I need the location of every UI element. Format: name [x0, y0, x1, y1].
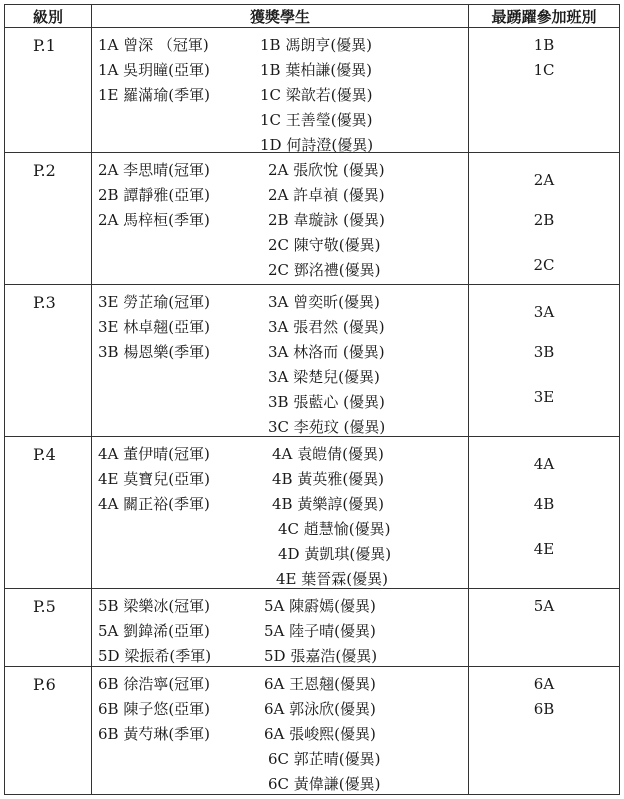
grade-label: P.4: [5, 437, 92, 589]
grade-label: P.5: [5, 589, 92, 667]
winner-entry: 2A 馬梓桓(季軍): [98, 211, 210, 229]
merit-entry: 6A 王恩翹(優異): [264, 675, 376, 693]
winner-entry: 3E 勞芷瑜(冠軍): [98, 293, 210, 311]
award-students: [92, 589, 469, 667]
best-class-cell: [469, 153, 620, 285]
winner-entry: 4E 莫寶兒(亞軍): [98, 470, 210, 488]
best-class-cell: [469, 285, 620, 437]
grade-section: [5, 28, 620, 153]
merit-entry: 6A 張峻熙(優異): [264, 725, 376, 743]
merit-entry: 5A 陳霨嫣(優異): [264, 597, 376, 615]
grade-section: [5, 437, 620, 589]
winner-entry: 6B 陳子悠(亞軍): [98, 700, 211, 718]
award-students: [92, 153, 469, 285]
best-class-cell: [469, 667, 620, 795]
award-students: [92, 28, 469, 153]
merit-entry: 1B 馮朗亨(優異): [260, 36, 373, 54]
merit-entry: 1C 梁歆若(優異): [260, 86, 373, 104]
best-class-entry: 6A: [533, 675, 555, 693]
merit-entry: 1B 葉柏謙(優異): [260, 61, 373, 79]
header-grade: 級別: [5, 5, 92, 28]
grade-section: [5, 153, 620, 285]
award-students: [92, 667, 469, 795]
merit-entry: 3C 李苑玟 (優異): [268, 418, 386, 436]
winner-entry: 1A 曾深 （冠軍): [98, 36, 209, 54]
winner-entry: 1A 吳玥瞳(亞軍): [98, 61, 210, 79]
winner-entry: 6B 黃芍琳(季軍): [98, 725, 211, 743]
best-class-entry: 2A: [533, 171, 555, 189]
grade-section: [5, 667, 620, 795]
best-class-entry: 1C: [533, 61, 555, 79]
merit-entry: 4B 黃樂諄(優異): [272, 495, 385, 513]
merit-entry: 4B 黃英雅(優異): [272, 470, 385, 488]
winner-entry: 2A 李思晴(冠軍): [98, 161, 210, 179]
merit-entry: 3A 梁楚兒(優異): [268, 368, 380, 386]
best-class-cell: [469, 437, 620, 589]
award-students: [92, 437, 469, 589]
merit-entry: 5D 張嘉浩(優異): [264, 647, 378, 665]
merit-entry: 4A 袁皚倩(優異): [272, 445, 384, 463]
merit-entry: 3A 曾奕昕(優異): [268, 293, 380, 311]
best-class-cell: [469, 589, 620, 667]
grade-section: [5, 589, 620, 667]
grade-section: [5, 285, 620, 437]
best-class-entry: 4A: [533, 455, 555, 473]
awards-table: [4, 4, 620, 795]
grade-label: P.2: [5, 153, 92, 285]
winner-entry: 4A 關正裕(季軍): [98, 495, 210, 513]
winner-entry: 6B 徐浩寧(冠軍): [98, 675, 211, 693]
best-class-entry: 3B: [533, 343, 555, 361]
grade-label: P.6: [5, 667, 92, 795]
best-class-entry: 4E: [533, 540, 555, 558]
merit-entry: 4C 趙慧愉(優異): [278, 520, 391, 538]
merit-entry: 4E 葉晉霖(優異): [276, 570, 388, 588]
merit-entry: 6C 郭芷晴(優異): [268, 750, 381, 768]
best-class-entry: 3A: [533, 303, 555, 321]
best-class-entry: 4B: [533, 495, 555, 513]
merit-entry: 1D 何詩澄(優異): [260, 136, 374, 154]
merit-entry: 6C 黃偉謙(優異): [268, 775, 381, 793]
merit-entry: 3B 張藍心 (優異): [268, 393, 385, 411]
best-class-entry: 1B: [533, 36, 555, 54]
grade-label: P.3: [5, 285, 92, 437]
grade-label: P.1: [5, 28, 92, 153]
winner-entry: 3E 林卓翹(亞軍): [98, 318, 210, 336]
merit-entry: 1C 王善瑩(優異): [260, 111, 373, 129]
winner-entry: 2B 譚靜雅(亞軍): [98, 186, 211, 204]
best-class-entry: 2C: [533, 256, 555, 274]
merit-entry: 6A 郭泳欣(優異): [264, 700, 376, 718]
best-class-entry: 2B: [533, 211, 555, 229]
merit-entry: 2A 張欣悅 (優異): [268, 161, 385, 179]
header-awards: 獲獎學生: [92, 5, 469, 28]
award-students: [92, 285, 469, 437]
winner-entry: 1E 羅滿瑜(季軍): [98, 86, 210, 104]
winner-entry: 3B 楊恩樂(季軍): [98, 343, 211, 361]
merit-entry: 2C 鄧洺禮(優異): [268, 261, 381, 279]
winner-entry: 5B 梁樂冰(冠軍): [98, 597, 211, 615]
header-row: [5, 5, 620, 28]
best-class-entry: 3E: [533, 388, 555, 406]
merit-entry: 3A 張君然 (優異): [268, 318, 385, 336]
best-class-cell: [469, 28, 620, 153]
winner-entry: 4A 董伊晴(冠軍): [98, 445, 210, 463]
merit-entry: 2C 陳守敬(優異): [268, 236, 381, 254]
merit-entry: 2B 韋璇詠 (優異): [268, 211, 385, 229]
merit-entry: 3A 林洛而 (優異): [268, 343, 385, 361]
merit-entry: 2A 許卓禎 (優異): [268, 186, 385, 204]
merit-entry: 5A 陸子晴(優異): [264, 622, 376, 640]
winner-entry: 5D 梁振希(季軍): [98, 647, 212, 665]
best-class-entry: 5A: [533, 597, 555, 615]
merit-entry: 4D 黃凱琪(優異): [278, 545, 392, 563]
winner-entry: 5A 劉鍏浠(亞軍): [98, 622, 210, 640]
header-best-class: 最踴躍參加班別: [469, 5, 620, 28]
best-class-entry: 6B: [533, 700, 555, 718]
